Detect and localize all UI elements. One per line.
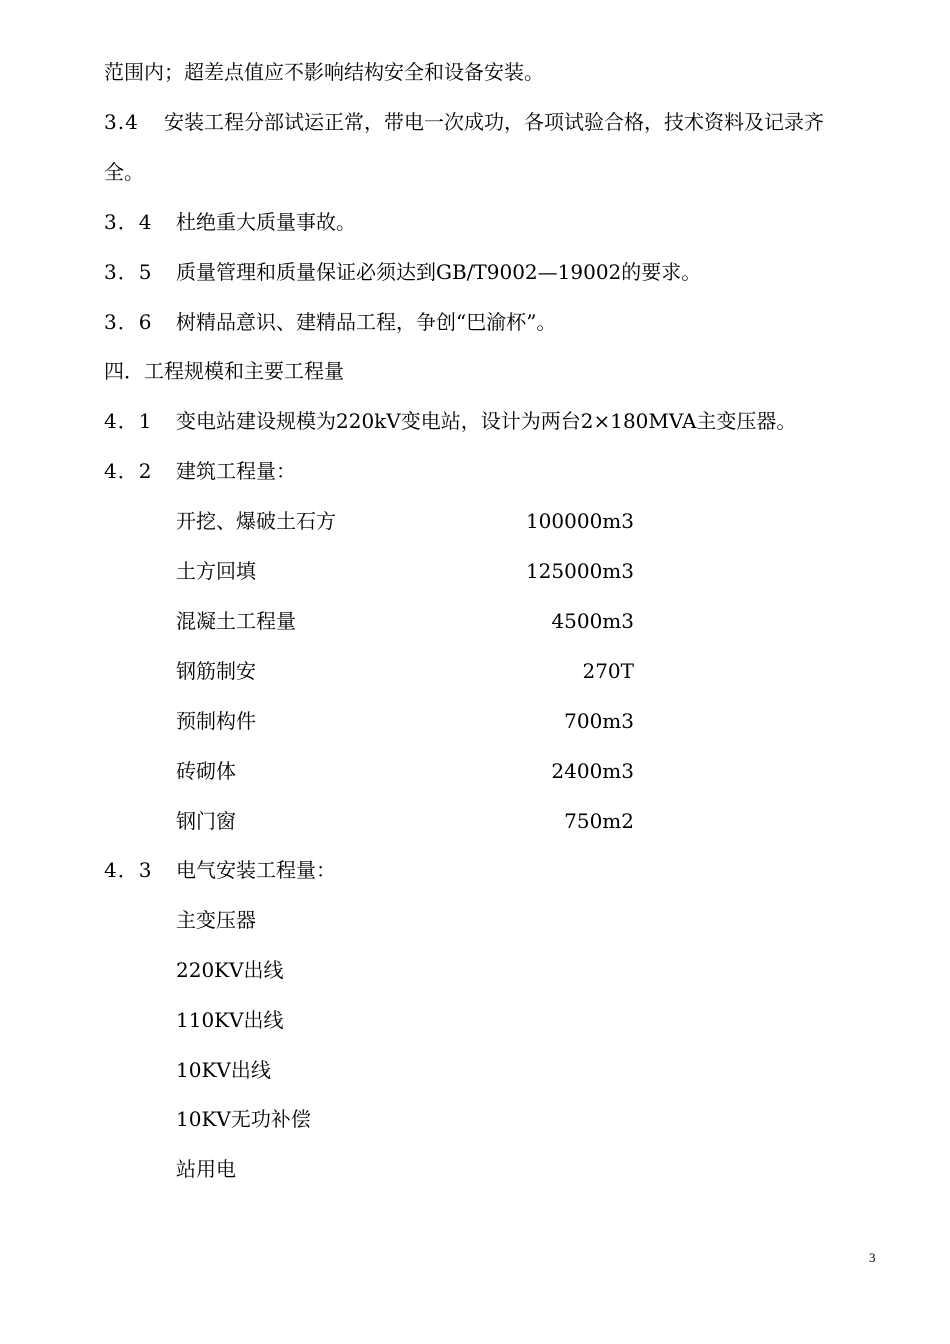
section-number: 4．2 (104, 459, 153, 483)
list-item: 220KV出线 (176, 958, 284, 982)
paragraph-3-5: 3．5 质量管理和质量保证必须达到GB/T9002—19002的要求。 (104, 257, 701, 287)
section-number: 4．3 (104, 858, 153, 882)
paragraph-range: 范围内；超差点值应不影响结构安全和设备安装。 (104, 60, 544, 84)
paragraph-3-6: 3．6 树精品意识、建精品工程，争创“巴渝杯”。 (104, 307, 556, 337)
item-name: 砖砌体 (176, 759, 236, 783)
item-name: 开挖、爆破土石方 (176, 509, 336, 533)
section-number: 3．4 (104, 210, 153, 234)
section-number: 3．6 (104, 310, 153, 334)
list-item: 10KV无功补偿 (176, 1107, 311, 1131)
section-number: 3.4 (104, 110, 139, 134)
item-quantity: 700m3 (564, 709, 634, 733)
item-name: 预制构件 (176, 709, 256, 733)
item-name: 钢筋制安 (176, 659, 256, 683)
list-item: 110KV出线 (176, 1008, 284, 1032)
item-quantity: 4500m3 (551, 609, 634, 633)
item-quantity: 125000m3 (525, 559, 634, 583)
paragraph-3-4-install: 3.4 安装工程分部试运正常，带电一次成功，各项试验合格，技术资料及记录齐 (104, 107, 824, 137)
item-name: 混凝土工程量 (176, 609, 296, 633)
list-item: 10KV出线 (176, 1058, 271, 1082)
item-name: 钢门窗 (176, 809, 236, 833)
section-number: 3．5 (104, 260, 153, 284)
section-number: 4．1 (104, 409, 153, 433)
paragraph-4-2: 4．2 建筑工程量： (104, 456, 296, 486)
page-number: 3 (869, 1250, 876, 1265)
paragraph-4-3: 4．3 电气安装工程量： (104, 855, 336, 885)
item-name: 土方回填 (176, 559, 256, 583)
paragraph-3-4-accident: 3．4 杜绝重大质量事故。 (104, 207, 356, 237)
item-quantity: 750m2 (564, 809, 634, 833)
item-quantity: 270T (582, 659, 634, 683)
section-4-heading: 四．工程规模和主要工程量 (104, 359, 344, 383)
paragraph-4-1: 4．1 变电站建设规模为220kV变电站，设计为两台2×180MVA主变压器。 (104, 406, 796, 436)
list-item: 主变压器 (176, 908, 256, 932)
paragraph-3-4-install-cont: 全。 (104, 160, 144, 184)
list-item: 站用电 (176, 1157, 236, 1181)
item-quantity: 2400m3 (551, 759, 634, 783)
item-quantity: 100000m3 (525, 509, 634, 533)
